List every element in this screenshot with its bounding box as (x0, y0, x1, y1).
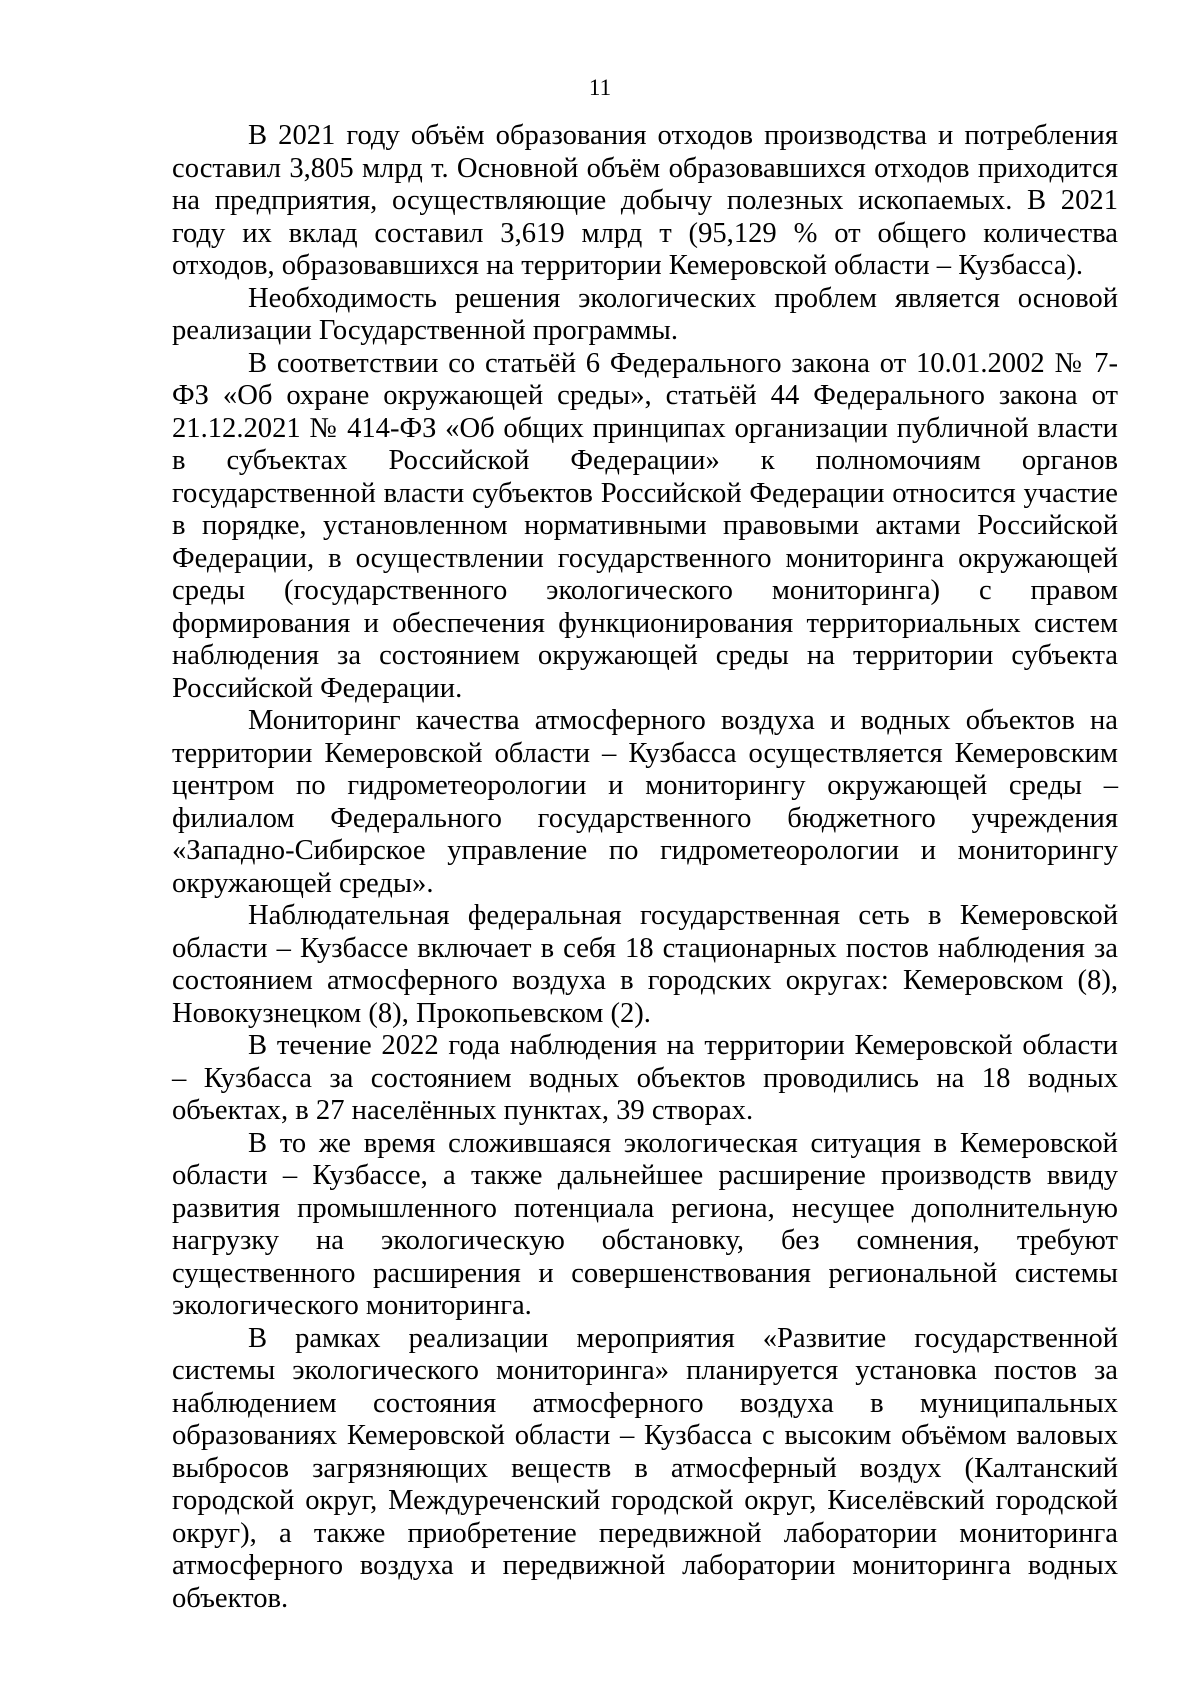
page-number: 11 (588, 75, 612, 100)
paragraph-water-observations: В течение 2022 года наблюдения на территории Кемеровской области – Кузбасса за состоянием водных объектов проводились на 18 водных объектах, в 27 населённых пунктах, 39 створах. (172, 1030, 1118, 1126)
paragraph-monitoring-center: Мониторинг качества атмосферного воздуха и водных объектов на территории Кемеровской области – Кузбасса осуществляется Кемеровским центром по гидрометеорологии и мониторингу окружающей среды – филиалом Федерального государственного бюджетного учреждения «Западно-Сибирское управление по гидрометеорологии и мониторингу окружающей среды». (172, 705, 1118, 899)
paragraph-waste-volume: В 2021 году объём образования отходов производства и потребления составил 3,805 млрд т. Основной объём образовавшихся отходов приходится на предприятия, осуществляющие добычу полезных ископаемых. В 2021 году их вклад составил 3,619 млрд т (95,129 % от общего количества отходов, образовавшихся на территории Кемеровской области – Кузбасса). (172, 120, 1118, 281)
paragraph-ecological-situation: В то же время сложившаяся экологическая ситуация в Кемеровской области – Кузбассе, а также дальнейшее расширение производств ввиду развития промышленного потенциала региона, несущее дополнительную нагрузку на экологическую обстановку, без сомнения, требуют существенного расширения и совершенствования региональной системы экологического мониторинга. (172, 1127, 1118, 1321)
paragraph-legal-authority: В соответствии со статьёй 6 Федерального закона от 10.01.2002 № 7-ФЗ «Об охране окружающей среды», статьёй 44 Федерального закона от 21.12.2021 № 414-ФЗ «Об общих принципах организации публичной власти в субъектах Российской Федерации» к полномочиям органов государственной власти субъектов Российской Федерации относится участие в порядке, установленном нормативными правовыми актами Российской Федерации, в осуществлении государственного мониторинга окружающей среды (государственного экологического мониторинга) с правом формирования и обеспечения функционирования территориальных систем наблюдения за состоянием окружающей среды на территории субъекта Российской Федерации. (172, 347, 1118, 704)
paragraph-observation-network: Наблюдательная федеральная государственная сеть в Кемеровской области – Кузбассе включает в себя 18 стационарных постов наблюдения за состоянием атмосферного воздуха в городских округах: Кемеровском (8), Новокузнецком (8), Прокопьевском (2). (172, 900, 1118, 1029)
paragraph-program-basis: Необходимость решения экологических проблем является основой реализации Государственной программы. (172, 282, 1118, 346)
paragraph-planned-measures: В рамках реализации мероприятия «Развитие государственной системы экологического мониторинга» планируется установка постов за наблюдением состояния атмосферного воздуха в муниципальных образованиях Кемеровской области – Кузбасса с высоким объёмом валовых выбросов загрязняющих веществ в атмосферный воздух (Калтанский городской округ, Междуреченский городской округ, Киселёвский городской округ), а также приобретение передвижной лаборатории мониторинга атмосферного воздуха и передвижной лаборатории мониторинга водных объектов. (172, 1322, 1118, 1614)
document-body (172, 120, 1118, 1615)
